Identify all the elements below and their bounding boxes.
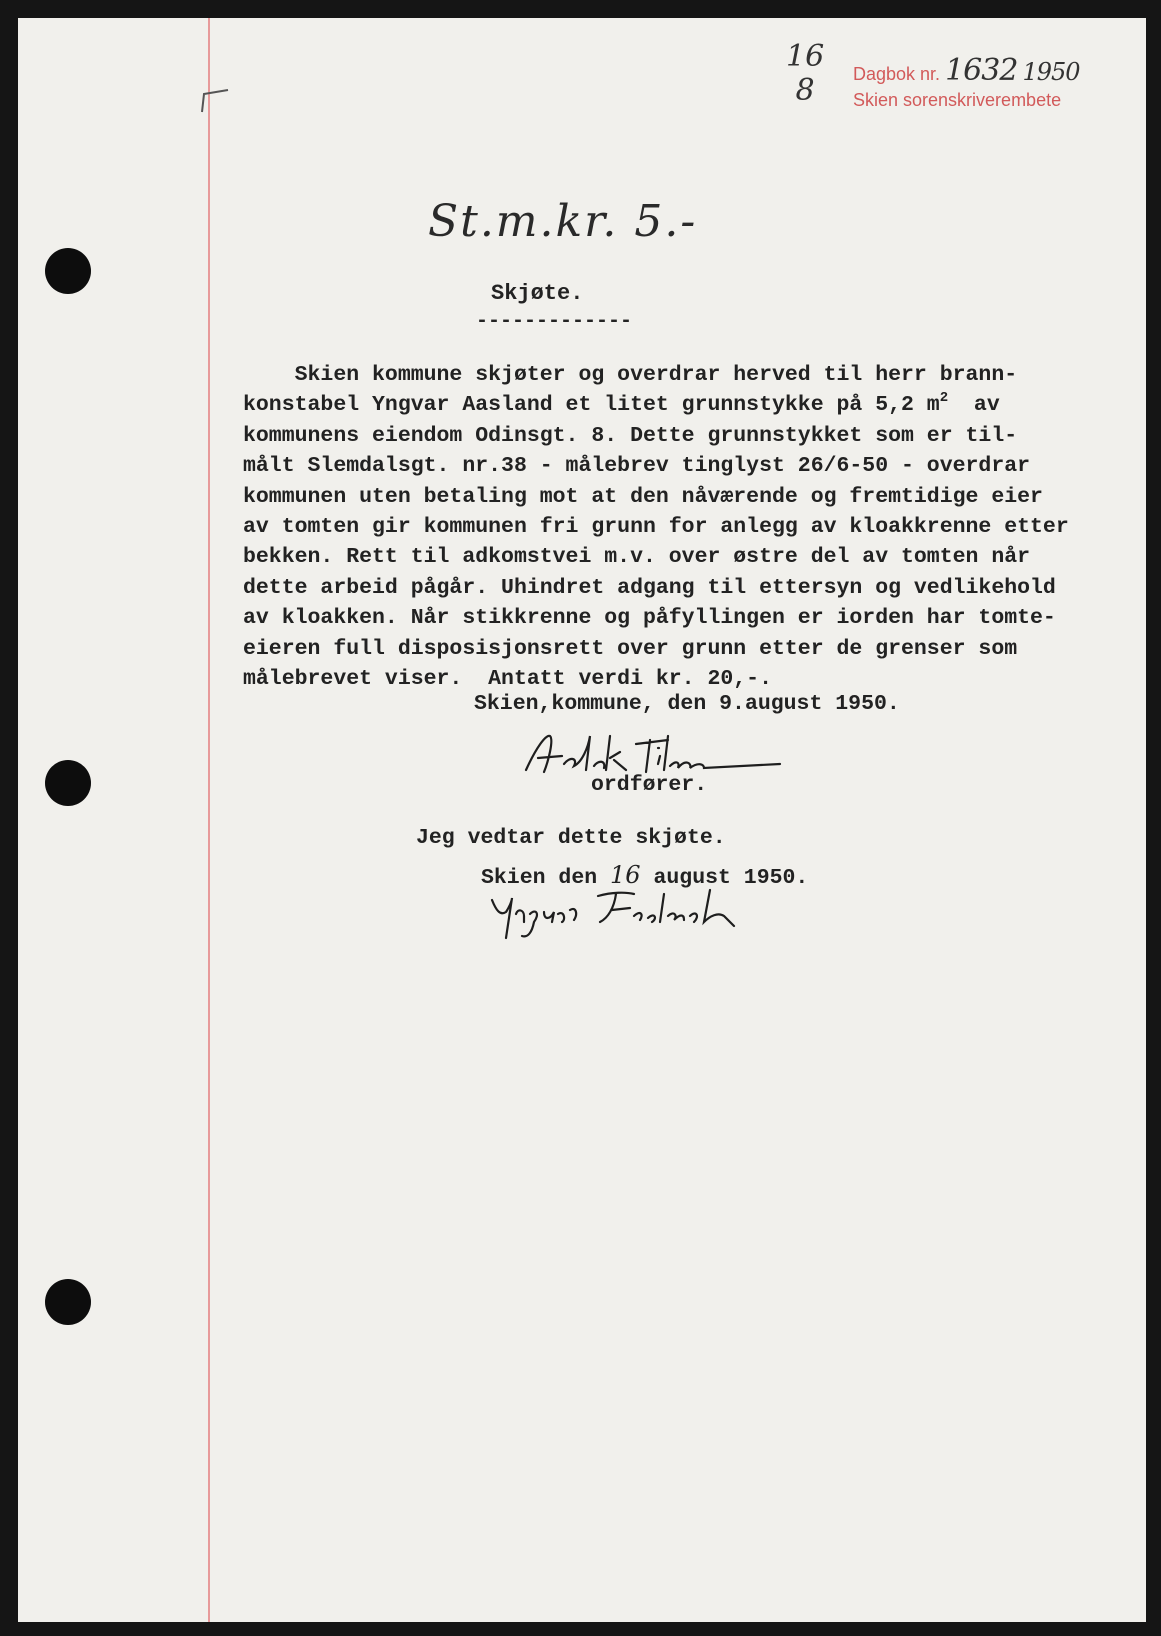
- deed-line: dette arbeid pågår. Uhindret adgang til ettersyn og vedlikehold: [243, 575, 1056, 600]
- punch-hole: [45, 1279, 91, 1325]
- acceptance-text: Jeg vedtar dette skjøte.: [416, 826, 726, 850]
- area-superscript: 2: [939, 390, 949, 407]
- pencil-mark-icon: [198, 88, 238, 118]
- deed-line: av tomten gir kommunen fri grunn for anlegg av kloakkrenne etter: [243, 515, 1069, 540]
- stamp-label: Dagbok nr.: [853, 64, 941, 84]
- registration-day: 16: [786, 39, 825, 74]
- deed-line: kommunen uten betaling mot at den nåværende og fremtidige eier: [243, 484, 1043, 509]
- stamp-office: Skien sorenskriverembete: [853, 90, 1062, 110]
- buyer-signature: [488, 886, 788, 946]
- deed-line: konstabel Yngvar Aasland et litet grunnstykke på 5,2 $m^2$ av: [243, 390, 1000, 418]
- title-underline: -------------: [476, 310, 633, 333]
- document-page: [18, 18, 1146, 1622]
- registry-stamp: [853, 53, 1080, 113]
- registration-month: 8: [795, 73, 815, 108]
- registration-date: [786, 40, 824, 108]
- deed-line: av kloakken. Når stikkrenne og påfyllingen er iorden har tomte-: [243, 606, 1056, 631]
- stamp-year: 1950: [1022, 58, 1080, 86]
- red-margin-line: [208, 18, 210, 1622]
- punch-hole: [45, 248, 91, 294]
- punch-hole: [45, 760, 91, 806]
- deed-line: eieren full disposisjonsrett over grunn etter de grenser som: [243, 636, 1018, 661]
- deed-line: målt Slemdalsgt. nr.38 - målebrev tinglyst 26/6-50 - overdrar: [243, 454, 1031, 479]
- signatory-role: ordfører.: [591, 773, 708, 797]
- fee-note: St.m.kr. 5.-: [428, 196, 698, 247]
- document-title: Skjøte.: [491, 281, 584, 306]
- stamp-number: 1632: [945, 53, 1018, 88]
- place-date: Skien,kommune, den 9.august 1950.: [474, 692, 900, 716]
- deed-line: målebrevet viser. Antatt verdi kr. 20,-.: [243, 667, 772, 692]
- deed-line: bekken. Rett til adkomstvei m.v. over østre del av tomten når: [243, 545, 1031, 570]
- acceptance-date: Skien den 16 august 1950.: [481, 861, 809, 890]
- deed-line: kommunens eiendom Odinsgt. 8. Dette grunnstykket som er til-: [243, 423, 1018, 448]
- deed-body: [243, 360, 1103, 694]
- deed-line: Skien kommune skjøter og overdrar herved til herr brann-: [243, 363, 1018, 387]
- acceptance-day: 16: [610, 861, 641, 889]
